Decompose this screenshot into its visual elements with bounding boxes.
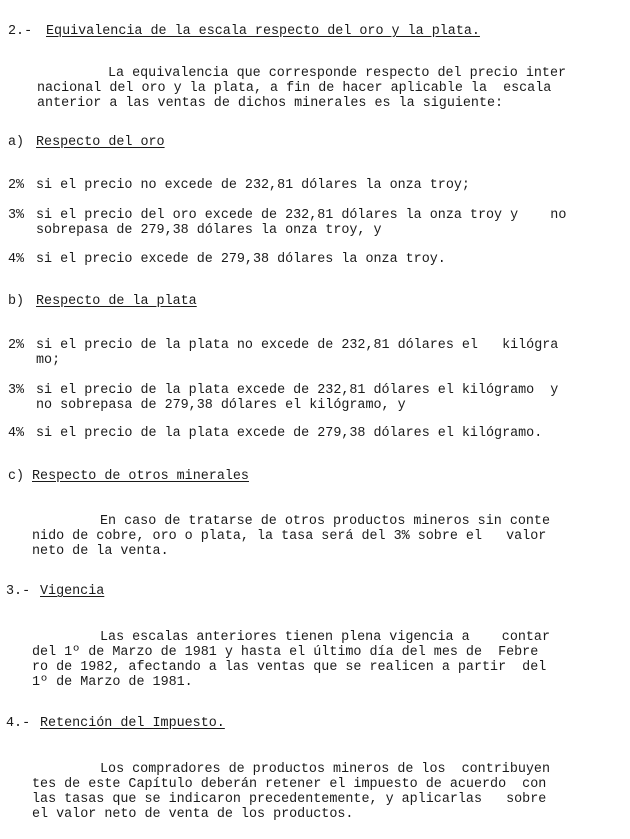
vigencia-line-1: Las escalas anteriores tienen plena vigencia a contar [100, 630, 550, 645]
plata-item-2-line-1: si el precio de la plata excede de 232,81 dólares el kilógramo y [36, 383, 559, 398]
plata-pct-1: 2% [8, 338, 25, 353]
plata-item-1-line-2: mo; [36, 353, 61, 368]
vigencia-line-3: ro de 1982, afectando a las ventas que se realicen a partir del [32, 660, 547, 675]
plata-item-2-line-2: no sobrepasa de 279,38 dólares el kilógramo, y [36, 398, 406, 413]
subsection-b-label: b) [8, 294, 25, 309]
plata-pct-3: 4% [8, 426, 25, 441]
oro-item-2-line-1: si el precio del oro excede de 232,81 dólares la onza troy y no [36, 208, 567, 223]
oro-item-1-line-1: si el precio no excede de 232,81 dólares la onza troy; [36, 178, 470, 193]
retencion-line-1: Los compradores de productos mineros de los contribuyen [100, 762, 550, 777]
oro-item-3-line-1: si el precio excede de 279,38 dólares la onza troy. [36, 252, 446, 267]
plata-item-3-line-1: si el precio de la plata excede de 279,38 dólares el kilógramo. [36, 426, 543, 441]
section-2-number: 2.- [8, 24, 33, 39]
retencion-line-3: las tasas que se indicaron precedentemente, y aplicarlas sobre [32, 792, 547, 807]
vigencia-line-4: 1º de Marzo de 1981. [32, 675, 193, 690]
plata-item-1-line-1: si el precio de la plata no excede de 232,81 dólares el kilógra [36, 338, 559, 353]
subsection-c-label: c) [8, 469, 25, 484]
oro-pct-2: 3% [8, 208, 25, 223]
subsection-a-title: Respecto del oro [36, 135, 165, 150]
intro-line-1: La equivalencia que corresponde respecto del precio inter [108, 66, 567, 81]
intro-line-2: nacional del oro y la plata, a fin de hacer aplicable la escala [37, 81, 552, 96]
subsection-b-title: Respecto de la plata [36, 294, 197, 309]
retencion-line-2: tes de este Capítulo deberán retener el impuesto de acuerdo con [32, 777, 547, 792]
otros-line-1: En caso de tratarse de otros productos mineros sin conte [100, 514, 550, 529]
intro-line-3: anterior a las ventas de dichos minerales es la siguiente: [37, 96, 504, 111]
oro-pct-1: 2% [8, 178, 25, 193]
section-3-heading: Vigencia [40, 584, 105, 599]
plata-pct-2: 3% [8, 383, 25, 398]
section-2-heading: Equivalencia de la escala respecto del oro y la plata. [46, 24, 480, 39]
subsection-c-title: Respecto de otros minerales [32, 469, 249, 484]
section-4-number: 4.- [6, 716, 31, 731]
oro-item-2-line-2: sobrepasa de 279,38 dólares la onza troy, y [36, 223, 382, 238]
otros-line-3: neto de la venta. [32, 544, 169, 559]
section-3-number: 3.- [6, 584, 31, 599]
otros-line-2: nido de cobre, oro o plata, la tasa será del 3% sobre el valor [32, 529, 547, 544]
subsection-a-label: a) [8, 135, 25, 150]
retencion-line-4: el valor neto de venta de los productos. [32, 807, 354, 822]
section-4-heading: Retención del Impuesto. [40, 716, 225, 731]
oro-pct-3: 4% [8, 252, 25, 267]
vigencia-line-2: del 1º de Marzo de 1981 y hasta el último día del mes de Febre [32, 645, 539, 660]
